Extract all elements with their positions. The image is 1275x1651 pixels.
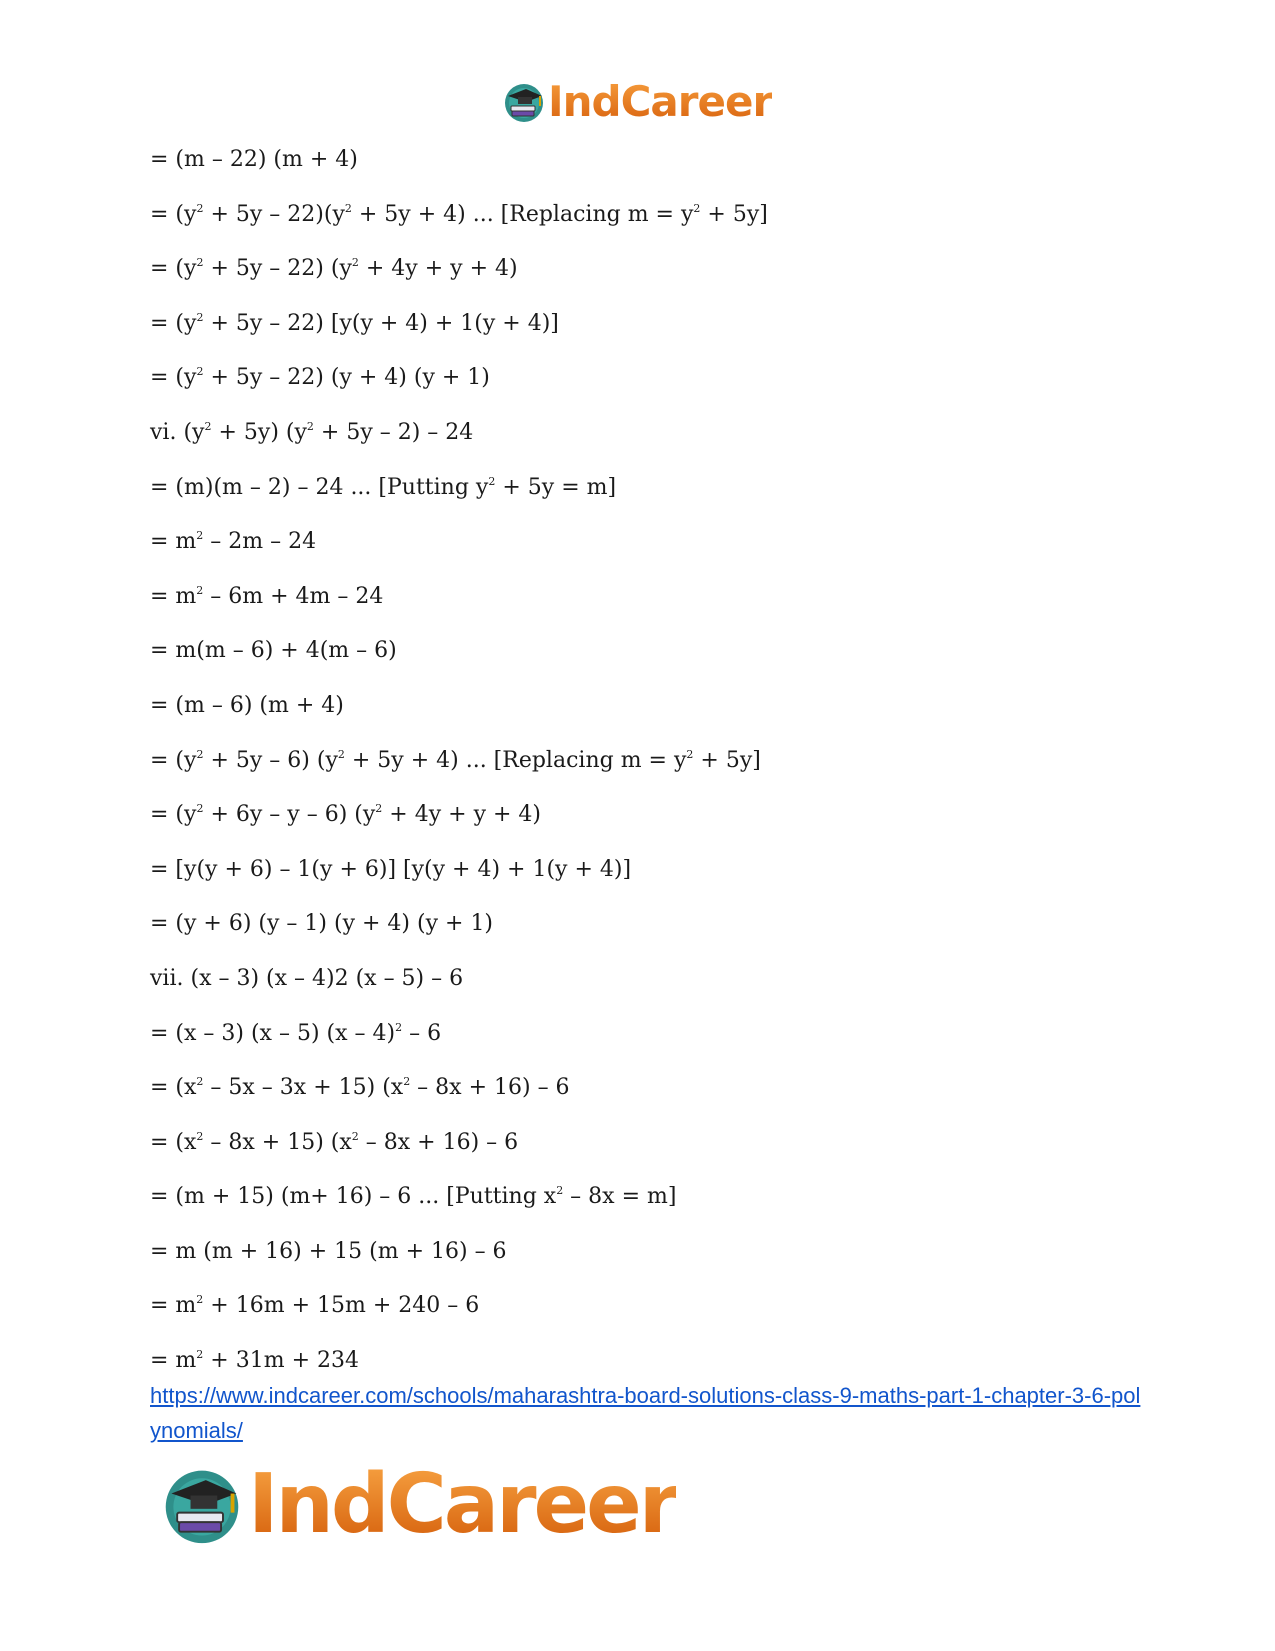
equation-text: – 6m + 4m – 24 [203, 583, 384, 609]
exponent: 2 [344, 201, 352, 215]
equation-text: = (m – 6) (m + 4) [150, 692, 344, 718]
equation-text: – 8x = m] [563, 1184, 677, 1210]
footer-logo [160, 1455, 676, 1555]
equation-text: = (m + 15) (m+ 16) – 6 ... [Putting x [150, 1184, 557, 1210]
equation-text: = m [150, 1293, 197, 1319]
equation-text: = [y(y + 6) – 1(y + 6)] [y(y + 4) + 1(y + 4)] [150, 856, 632, 882]
equation-line [150, 525, 768, 580]
equation-line [150, 634, 768, 689]
equation-text: + 5y] [700, 201, 768, 227]
exponent: 2 [686, 747, 694, 761]
equation-line [150, 962, 768, 1017]
equation-text: + 5y – 22)(y [203, 201, 345, 227]
exponent: 2 [196, 1293, 204, 1307]
equation-text: = m [150, 1348, 197, 1374]
equation-text: + 5y + 4) ... [Replacing m = y [344, 747, 687, 773]
equation-text: = (y [150, 365, 197, 391]
equation-line [150, 1017, 768, 1072]
exponent: 2 [403, 1075, 411, 1089]
equation-line [150, 1071, 768, 1126]
exponent: 2 [196, 802, 204, 816]
equation-text: = (y [150, 802, 197, 828]
graduation-cap-books-icon [502, 80, 546, 124]
logo-wordmark: IndCareer [248, 1457, 677, 1552]
equation-text: = (m)(m – 2) – 24 ... [Putting y [150, 474, 489, 500]
equation-line [150, 143, 768, 198]
equation-text: + 5y – 22) [y(y + 4) + 1(y + 4)] [203, 310, 559, 336]
exponent: 2 [306, 419, 314, 433]
equation-text: + 31m + 234 [203, 1348, 359, 1374]
equation-line [150, 307, 768, 362]
equation-text: + 5y – 2) – 24 [313, 419, 474, 445]
equation-text: – 8x + 15) (x [203, 1129, 352, 1155]
equation-line [150, 907, 768, 962]
equation-text: vi. (y [150, 419, 205, 445]
equation-text: + 6y – y – 6) (y [203, 802, 376, 828]
exponent: 2 [693, 201, 701, 215]
equation-text: – 2m – 24 [203, 529, 317, 555]
exponent: 2 [488, 474, 496, 488]
equation-text: = (x [150, 1129, 197, 1155]
equation-text: – 5x – 3x + 15) (x [203, 1075, 404, 1101]
equation-text: – 8x + 16) – 6 [358, 1129, 519, 1155]
exponent: 2 [351, 256, 359, 270]
exponent: 2 [196, 365, 204, 379]
equation-line [150, 1235, 768, 1290]
equation-text: = (y [150, 747, 197, 773]
equation-text: = m(m – 6) + 4(m – 6) [150, 638, 397, 664]
header-logo [502, 74, 772, 130]
equation-text: vii. (x – 3) (x – 4)2 (x – 5) – 6 [150, 965, 464, 991]
equation-text: + 4y + y + 4) [358, 256, 518, 282]
exponent: 2 [556, 1184, 564, 1198]
equation-text: + 5y – 22) (y + 4) (y + 1) [203, 365, 490, 391]
equation-text: + 5y = m] [495, 474, 617, 500]
equation-text: + 5y] [693, 747, 761, 773]
exponent: 2 [375, 802, 383, 816]
exponent: 2 [196, 583, 204, 597]
equation-text: = (y + 6) (y – 1) (y + 4) (y + 1) [150, 911, 494, 937]
exponent: 2 [337, 747, 345, 761]
equation-text: + 5y – 22) (y [203, 256, 352, 282]
equation-text: + 5y) (y [211, 419, 307, 445]
equation-text: = (m – 22) (m + 4) [150, 147, 358, 172]
exponent: 2 [196, 529, 204, 543]
equation-line [150, 689, 768, 744]
logo-wordmark: IndCareer [548, 77, 773, 126]
equation-line [150, 1289, 768, 1344]
graduation-cap-books-icon [160, 1463, 244, 1547]
equation-text: – 6 [402, 1020, 442, 1046]
equation-text: + 4y + y + 4) [382, 802, 541, 828]
exponent: 2 [196, 1075, 204, 1089]
equation-text: = (y [150, 201, 197, 227]
equation-text: = m [150, 583, 197, 609]
equation-line [150, 252, 768, 307]
equation-line [150, 1126, 768, 1181]
exponent: 2 [196, 201, 204, 215]
equation-text: + 16m + 15m + 240 – 6 [203, 1293, 480, 1319]
equation-line [150, 416, 768, 471]
equation-line [150, 1180, 768, 1235]
exponent: 2 [351, 1129, 359, 1143]
exponent: 2 [196, 1348, 204, 1362]
equation-text: = (x – 3) (x – 5) (x – 4) [150, 1020, 396, 1046]
equation-text: + 5y + 4) ... [Replacing m = y [351, 201, 694, 227]
exponent: 2 [395, 1020, 403, 1034]
exponent: 2 [204, 419, 212, 433]
equation-line [150, 361, 768, 416]
equation-line [150, 471, 768, 526]
exponent: 2 [196, 310, 204, 324]
equation-line [150, 853, 768, 908]
equation-line [150, 798, 768, 853]
equation-text: = m (m + 16) + 15 (m + 16) – 6 [150, 1238, 507, 1264]
equation-line [150, 744, 768, 799]
equation-line [150, 198, 768, 253]
equation-text: + 5y – 6) (y [203, 747, 338, 773]
equation-text: = (x [150, 1075, 197, 1101]
exponent: 2 [196, 256, 204, 270]
equation-line [150, 580, 768, 635]
source-link[interactable]: https://www.indcareer.com/schools/maharashtra-board-solutions-class-9-maths-part-1-chapter-3-6-polynomials/ [150, 1383, 1141, 1443]
equation-text: = (y [150, 310, 197, 336]
exponent: 2 [196, 747, 204, 761]
equation-text: = m [150, 529, 197, 555]
equation-text: = (y [150, 256, 197, 282]
equation-text: – 8x + 16) – 6 [410, 1075, 570, 1101]
exponent: 2 [196, 1129, 204, 1143]
solution-lines [150, 143, 768, 1399]
